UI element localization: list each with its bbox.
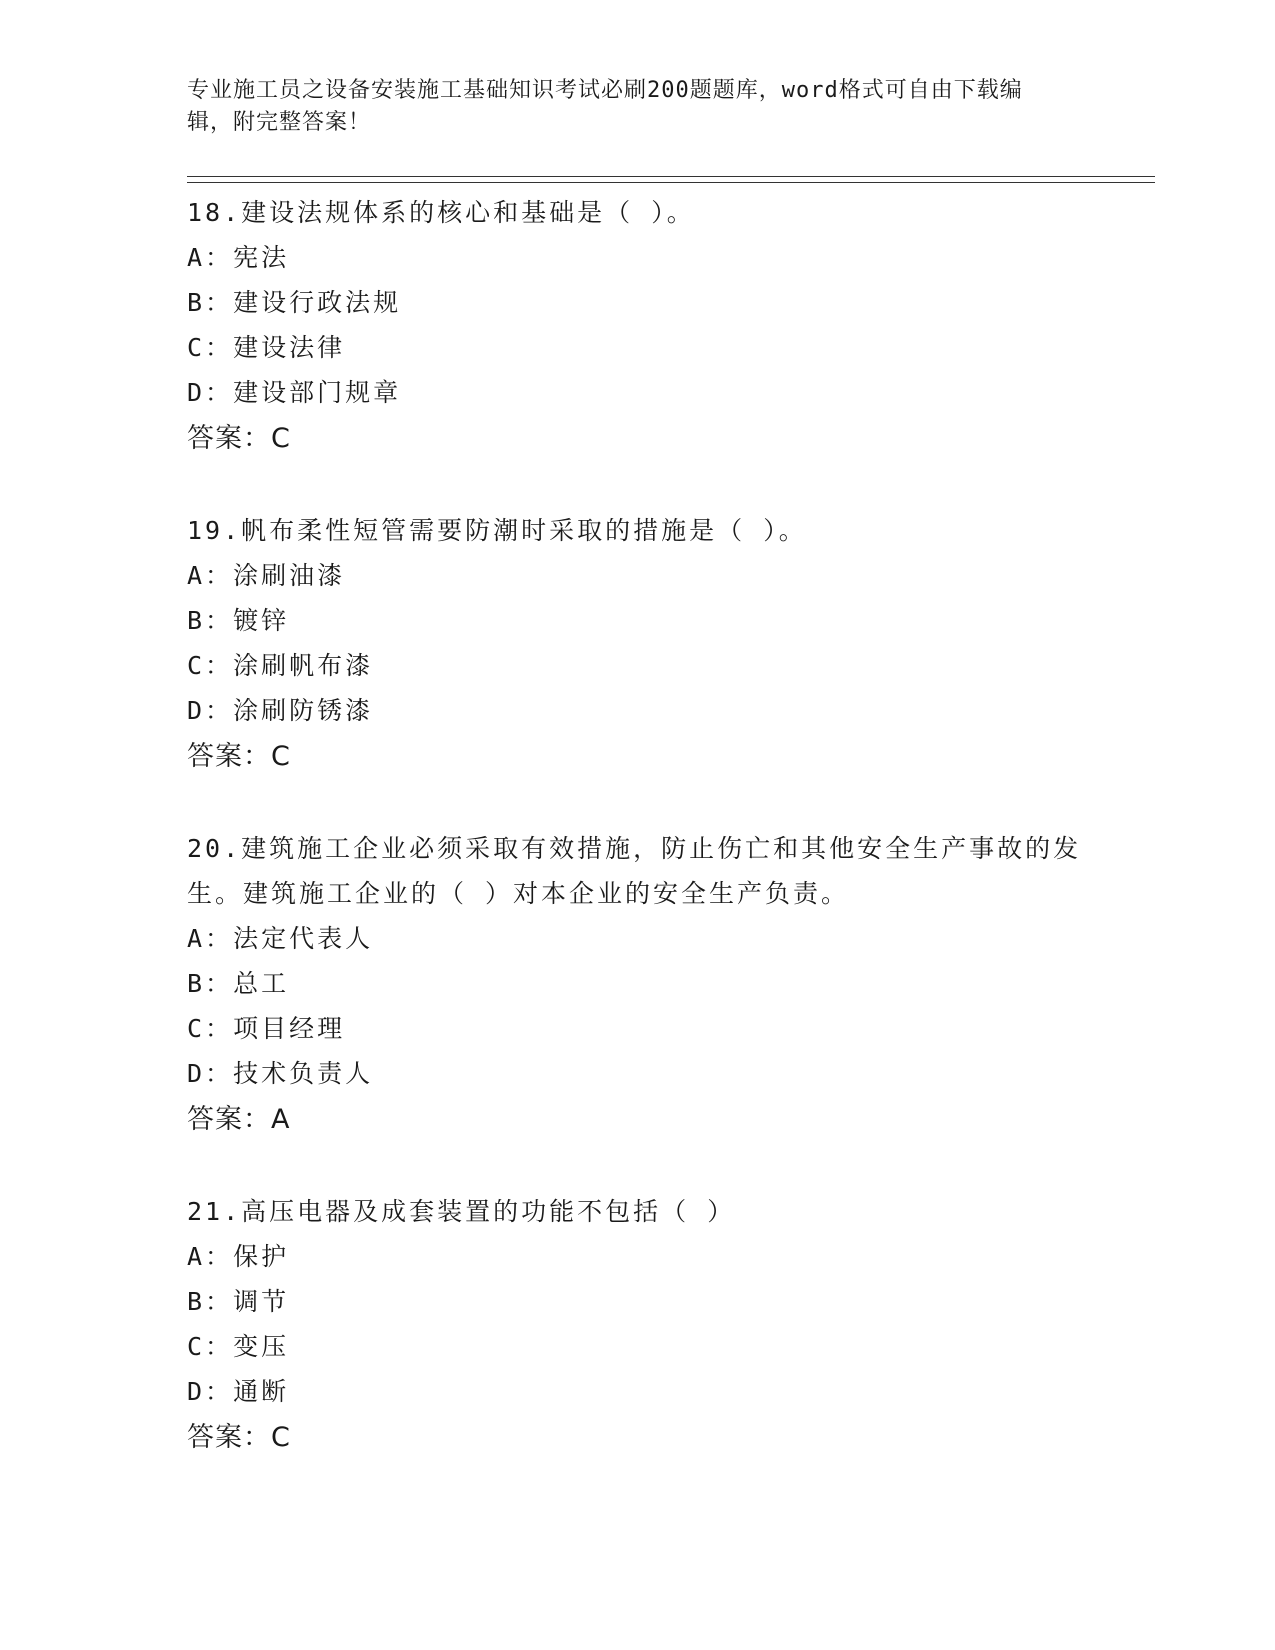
answer-value: C xyxy=(271,423,291,454)
option-c xyxy=(187,325,1087,370)
option-a xyxy=(187,1234,1087,1279)
option-letter: B： xyxy=(187,969,234,998)
answer-label: 答案： xyxy=(187,423,271,454)
option-text: 调节 xyxy=(233,1287,290,1316)
option-letter: C： xyxy=(187,1014,234,1043)
option-text: 宪法 xyxy=(233,243,290,272)
option-text: 建设行政法规 xyxy=(233,288,402,317)
option-d xyxy=(187,688,1087,733)
answer-line xyxy=(187,733,1087,781)
header-rule-bottom xyxy=(187,182,1155,183)
option-c xyxy=(187,1324,1087,1369)
option-letter: D： xyxy=(187,696,234,725)
answer-label: 答案： xyxy=(187,741,271,772)
option-text: 技术负责人 xyxy=(233,1059,374,1088)
option-text: 项目经理 xyxy=(233,1014,346,1043)
option-a xyxy=(187,553,1087,598)
question-18 xyxy=(187,190,1087,463)
option-b xyxy=(187,280,1087,325)
answer-line xyxy=(187,415,1087,463)
option-letter: A： xyxy=(187,243,234,272)
option-text: 涂刷防锈漆 xyxy=(233,696,374,725)
option-letter: D： xyxy=(187,1059,234,1088)
option-a xyxy=(187,235,1087,280)
question-21 xyxy=(187,1189,1087,1462)
answer-value: C xyxy=(271,1422,291,1453)
option-a xyxy=(187,916,1087,961)
option-text: 保护 xyxy=(233,1242,290,1271)
option-letter: D： xyxy=(187,378,234,407)
option-text: 建设部门规章 xyxy=(233,378,402,407)
question-list xyxy=(187,190,1087,1507)
option-text: 通断 xyxy=(233,1377,290,1406)
document-header: 专业施工员之设备安装施工基础知识考试必刷200题题库，word格式可自由下载编辑，附完整答案！ xyxy=(187,78,1023,135)
option-letter: C： xyxy=(187,651,234,680)
option-d xyxy=(187,1051,1087,1096)
option-letter: A： xyxy=(187,561,234,590)
option-letter: C： xyxy=(187,333,234,362)
answer-label: 答案： xyxy=(187,1422,271,1453)
option-letter: B： xyxy=(187,1287,234,1316)
question-stem: 18.建设法规体系的核心和基础是（ ）。 xyxy=(187,198,695,227)
question-stem: 19.帆布柔性短管需要防潮时采取的措施是（ ）。 xyxy=(187,516,807,545)
answer-value: A xyxy=(271,1104,291,1135)
option-text: 建设法律 xyxy=(233,333,346,362)
option-text: 涂刷帆布漆 xyxy=(233,651,374,680)
option-b xyxy=(187,961,1087,1006)
option-letter: D： xyxy=(187,1377,234,1406)
option-b xyxy=(187,1279,1087,1324)
option-text: 法定代表人 xyxy=(233,924,374,953)
option-letter: A： xyxy=(187,1242,234,1271)
question-stem: 21.高压电器及成套装置的功能不包括（ ） xyxy=(187,1197,736,1226)
question-stem: 20.建筑施工企业必须采取有效措施，防止伤亡和其他安全生产事故的发生。建筑施工企业的（ ）对本企业的安全生产负责。 xyxy=(187,834,1082,908)
header-rule-top xyxy=(187,176,1155,177)
answer-value: C xyxy=(271,741,291,772)
option-text: 镀锌 xyxy=(233,606,290,635)
question-20 xyxy=(187,826,1087,1144)
option-letter: B： xyxy=(187,606,234,635)
option-text: 变压 xyxy=(233,1332,290,1361)
answer-line xyxy=(187,1096,1087,1144)
option-text: 总工 xyxy=(233,969,290,998)
option-c xyxy=(187,1006,1087,1051)
option-d xyxy=(187,1369,1087,1414)
question-19 xyxy=(187,508,1087,781)
answer-line xyxy=(187,1414,1087,1462)
option-b xyxy=(187,598,1087,643)
option-letter: B： xyxy=(187,288,234,317)
option-text: 涂刷油漆 xyxy=(233,561,346,590)
answer-label: 答案： xyxy=(187,1104,271,1135)
option-c xyxy=(187,643,1087,688)
option-d xyxy=(187,370,1087,415)
option-letter: C： xyxy=(187,1332,234,1361)
option-letter: A： xyxy=(187,924,234,953)
